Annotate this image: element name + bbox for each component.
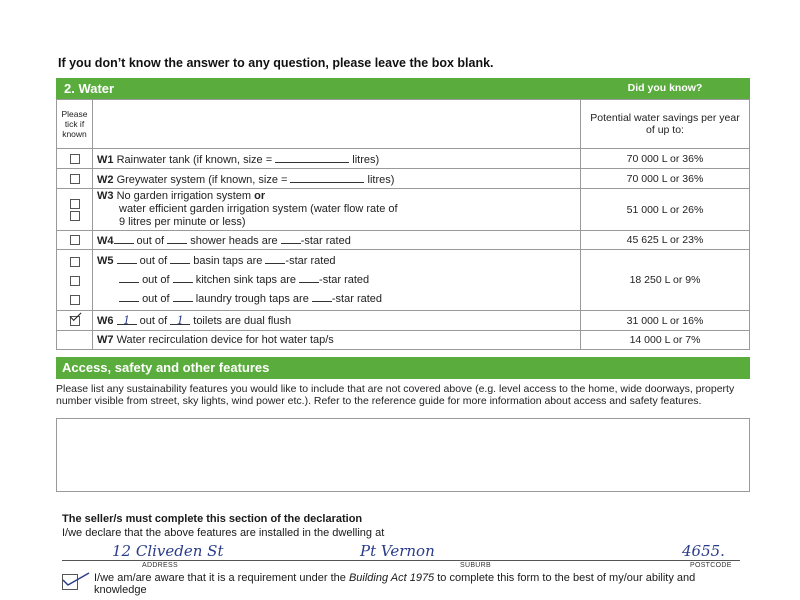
w5-laundry-count-field[interactable] [119,291,139,302]
address-underline [62,560,740,561]
table-row: W7 Water recirculation device for hot water tap/s 14 000 L or 7% [57,331,750,350]
w5-basin-count-field[interactable] [117,253,137,264]
address-field[interactable]: 12 Cliveden St [112,542,224,560]
w5-laundry-total-field[interactable] [173,291,193,302]
awareness-statement: I/we am/are aware that it is a requirement under the Building Act 1975 to complete this form to the best of my/our ability and knowledge [94,572,696,596]
suburb-label: SUBURB [460,562,491,569]
w5-kitchen-total-field[interactable] [173,272,193,283]
w2-saving: 70 000 L or 36% [581,169,750,189]
w5-kitchen-count-field[interactable] [119,272,139,283]
table-row: W5 out of basin taps are -star rated out of kitchen sink taps are -star rated out of laundry trough taps are -star rated 18 250 L or 9% [57,250,750,311]
savings-header: Potential water savings per year of up to: [581,100,750,149]
w1-saving: 70 000 L or 36% [581,149,750,169]
instruction-text: If you don’t know the answer to any question, please leave the box blank. [58,56,494,70]
w2-checkbox[interactable] [70,174,80,184]
w7-saving: 14 000 L or 7% [581,331,750,350]
address-label: ADDRESS [142,562,178,569]
table-row: W2 Greywater system (if known, size = litres) 70 000 L or 36% [57,169,750,189]
table-row: W3 No garden irrigation system or water efficient garden irrigation system (water flow rate of 9 litres per minute or less) 51 000 L or 26% [57,189,750,231]
w1-size-field[interactable] [275,152,349,163]
w4-count-field[interactable] [114,233,134,244]
w6-total-field[interactable]: 1 [170,314,190,325]
w4-checkbox[interactable] [70,235,80,245]
w5-basin-star-field[interactable] [265,253,285,264]
did-you-know-label: Did you know? [627,82,703,94]
access-section-header [56,357,750,379]
w5-basin-total-field[interactable] [170,253,190,264]
w4-star-field[interactable] [281,233,301,244]
w5-kitchen-checkbox[interactable] [70,276,80,286]
postcode-label: POSTCODE [690,562,732,569]
w1-checkbox[interactable] [70,154,80,164]
w5-saving: 18 250 L or 9% [581,250,750,311]
water-section-title: 2. Water [64,81,115,96]
table-row: W1 Rainwater tank (if known, size = litres) 70 000 L or 36% [57,149,750,169]
access-features-textarea[interactable] [56,418,750,492]
suburb-field[interactable]: Pt Vernon [360,542,435,560]
water-section-header [56,78,750,99]
seller-heading: The seller/s must complete this section of the declaration [62,513,363,525]
tick-header: Please tick if known [57,100,93,149]
w3-no-irrigation-checkbox[interactable] [70,199,80,209]
w6-checkbox[interactable] [70,316,80,326]
postcode-field[interactable]: 4655. [682,542,725,560]
w5-basin-checkbox[interactable] [70,257,80,267]
declaration-checkbox[interactable] [62,574,78,590]
table-row: W6 1 out of 1 toilets are dual flush 31 000 L or 16% [57,311,750,331]
w6-count-field[interactable]: 1 [117,314,137,325]
w2-size-field[interactable] [290,172,364,183]
w5-kitchen-star-field[interactable] [299,272,319,283]
w3-efficient-irrigation-checkbox[interactable] [70,211,80,221]
w5-laundry-star-field[interactable] [312,291,332,302]
access-instructions: Please list any sustainability features you would like to include that are not covered above (e.g. level access to the home, wide doorways, property number visible from street, sky lights, wind power etc.). Refer to the reference guide for more information about access and safety features. [56,383,735,407]
table-row: W4 out of shower heads are -star rated 45 625 L or 23% [57,231,750,250]
w6-saving: 31 000 L or 16% [581,311,750,331]
check-mark-icon [61,571,91,587]
w5-laundry-checkbox[interactable] [70,295,80,305]
w4-total-field[interactable] [167,233,187,244]
declaration-text: I/we declare that the above features are installed in the dwelling at [62,527,385,539]
w4-saving: 45 625 L or 23% [581,231,750,250]
w3-saving: 51 000 L or 26% [581,189,750,231]
water-table [56,99,750,350]
access-section-title: Access, safety and other features [62,360,270,375]
